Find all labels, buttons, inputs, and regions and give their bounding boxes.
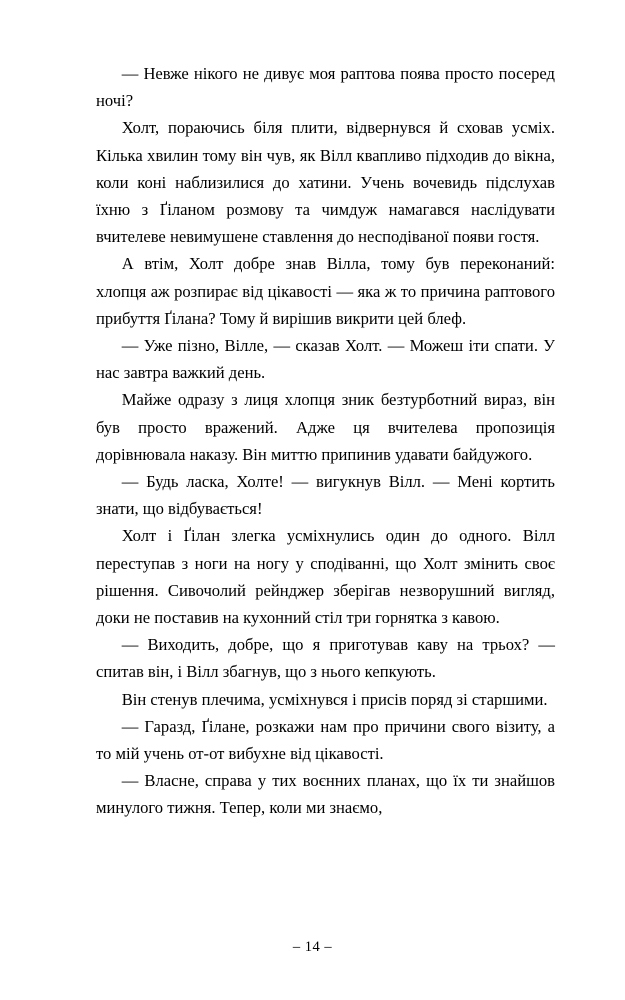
- paragraph: — Власне, справа у тих воєнних планах, що їх ти знайшов минулого тижня. Тепер, коли ми знаємо,: [96, 771, 555, 818]
- paragraph: — Виходить, добре, що я приготував каву на трьох? — спитав він, і Вілл збагнув, що з нього кепкують.: [96, 635, 555, 682]
- paragraph: Холт, пораючись біля плити, відвернувся й сховав усміх. Кілька хвилин тому він чув, як Вілл квапливо підходив до вікна, коли коні наблизилися до хатини. Учень вочевидь підслухав їхню з Ґіланом розмову та чимдуж намагався наслідувати вчителеве невимушене ставлення до несподіваної появи гостя.: [96, 118, 555, 247]
- page-body: [96, 60, 555, 822]
- paragraph: — Уже пізно, Вілле, — сказав Холт. — Можеш іти спати. У нас завтра важкий день.: [96, 336, 555, 383]
- paragraph: — Гаразд, Ґілане, розкажи нам про причини свого візиту, а то мій учень от-от вибухне від цікавості.: [96, 716, 555, 764]
- paragraph: — Будь ласка, Холте! — вигукнув Вілл. — Мені кортить знати, що відбувається!: [96, 472, 555, 519]
- paragraph: — Невже нікого не дивує моя раптова поява просто посеред ночі?: [96, 64, 555, 111]
- paragraph: Він стенув плечима, усміхнувся і присів поряд зі старшими.: [121, 689, 548, 709]
- paragraph: А втім, Холт добре знав Вілла, тому був переконаний: хлопця аж розпирає від цікавості — яка ж то причина раптового прибуття Ґілана? Тому й вирішив викрити цей блеф.: [96, 254, 555, 328]
- paragraph: Майже одразу з лиця хлопця зник безтурботний вираз, він був просто вражений. Адже ця вчителева пропозиція дорівнювала наказу. Він миттю припинив удавати байдужого.: [96, 390, 555, 464]
- paragraph: Холт і Ґілан злегка усміхнулись один до одного. Вілл переступав з ноги на ногу у сподіванні, що Холт змінить своє рішення. Сивочолий рейнджер зберігав незворушний вигляд, доки не поставив на кухонний стіл три горнятка з кавою.: [96, 526, 555, 628]
- page-number: – 14 –: [292, 939, 333, 955]
